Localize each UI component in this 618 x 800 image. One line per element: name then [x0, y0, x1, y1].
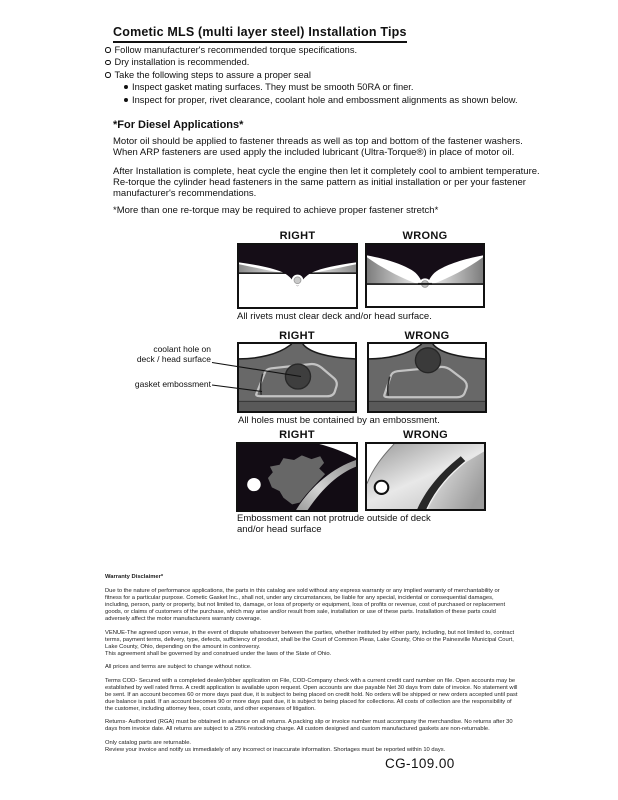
coolant-wrong-illustration [369, 344, 485, 411]
warranty-paragraph: Returns- Authorized (RGA) must be obtained in advance on all returns. A packing slip or invoice number must accompany the merchandise. No returns after 30 days from invoice date. All returns are subject to a 25% restocking charge. All custom designed and custom manufactured gaskets are non-returnable. [105, 719, 513, 732]
warranty-disclaimer-block [105, 574, 518, 754]
warranty-paragraph: Review your invoice and notify us immediately of any incorrect or inaccurate information. Shortages must be reported within 10 days. [105, 746, 446, 753]
coolant-right-diagram [237, 342, 357, 413]
coolant-hole-callout [105, 344, 211, 364]
coolant-wrong-label: WRONG [404, 330, 450, 342]
tips-list [105, 44, 518, 106]
tip-text: Dry installation is recommended. [114, 57, 250, 68]
bullet-icon [124, 98, 128, 102]
rivet-right-illustration [239, 245, 356, 307]
list-item [105, 94, 518, 106]
warranty-paragraph: VENUE-The agreed upon venue, in the event of dispute whatsoever between the parties, whether instituted by either party, including, but not limited to, contract terms, payment terms, delivery, type, defects, sufficiency of product, shall be the Court of Common Pleas, Lake County, Ohio or the Painesville Municipal Court, Lake County, Ohio, depending on the amount in controversy. [105, 629, 515, 650]
bullet-icon [105, 72, 111, 78]
caption-line: Embossment can not protrude outside of deck [237, 513, 431, 524]
warranty-paragraph: Terms COD- Secured with a completed dealer/jobber application on File, COD-Company check with a current credit card number on file. Open accounts may be established by well rated firms. A credit application is available upon request. Open accounts are due payable Net 30 days from date of invoice. No statement will be sent. If an account becomes 60 or more days past due, it is subject to being placed on credit hold. No orders will be shipped or new orders accepted until past due balance is paid. If an account becomes 90 or more days past due, it is subject to being placed for collections. All costs of collection are the responsibility of the customer, including attorney fees, court costs, and other expenses of litigation. [105, 677, 518, 712]
bullet-icon [105, 47, 111, 53]
list-item [105, 81, 518, 93]
page-title: Cometic MLS (multi layer steel) Installation Tips [113, 25, 407, 43]
warranty-paragraph: Only catalog parts are returnable. [105, 739, 192, 746]
page-code: CG-109.00 [385, 756, 455, 771]
coolant-wrong-diagram [367, 342, 487, 413]
gasket-embossment-callout: gasket embossment [134, 379, 211, 389]
rivet-wrong-illustration [367, 245, 483, 306]
diesel-paragraph-1: Motor oil should be applied to fastener threads as well as top and bottom of the fastener washers. When ARP fasteners are used apply the included lubricant (Ultra-Torque®) in place of motor oil. [113, 136, 523, 159]
embossment-wrong-label: WRONG [403, 429, 448, 441]
tip-text: Inspect for proper, rivet clearance, coolant hole and embossment alignments as shown below. [132, 94, 518, 105]
tip-text: Take the following steps to assure a proper seal [114, 69, 311, 80]
list-item [105, 44, 518, 56]
bullet-icon [124, 85, 128, 89]
warranty-paragraph: All prices and terms are subject to change without notice. [105, 664, 252, 670]
bullet-icon [105, 60, 111, 66]
rivet-wrong-diagram [365, 243, 485, 308]
warranty-paragraph: Due to the nature of performance applications, the parts in this catalog are sold without any express warranty or any implied warranty of merchantability or fitness for a particular purpose. Cometic Gasket Inc., shall not, under any circumstances, be liable for any special, incidental or consequential damages, including, person, party or property, but not limited to, damage, or loss of property or equipment, loss of profits or revenue, cost of purchased or replacement goods, or claims of customers of the purchase, which may arise and/or result from sale, installation or use of these parts. Installation of these parts could adversely affect the motor manufacturers warranty coverage. [105, 588, 506, 622]
warranty-heading: Warranty Disclaimer* [105, 574, 164, 580]
tip-text: Follow manufacturer's recommended torque specifications. [114, 45, 358, 55]
retorque-note: *More than one re-torque may be required to achieve proper fastener stretch* [113, 205, 439, 216]
coolant-right-illustration [239, 344, 355, 411]
embossment-right-label: RIGHT [279, 429, 315, 441]
embossment-wrong-diagram [365, 442, 486, 511]
caption-line: and/or head surface [237, 524, 322, 535]
rivet-right-diagram [237, 243, 358, 309]
rivet-caption: All rivets must clear deck and/or head surface. [237, 311, 432, 322]
diesel-paragraph-2: After Installation is complete, heat cycle the engine then let it completely cool to ambient temperature. Re-torque the cylinder head fasteners in the same pattern as initial installation or per your fastener manufacturer's recommendations. [113, 166, 540, 200]
callout-text: deck / head surface [136, 354, 211, 364]
diesel-heading: *For Diesel Applications* [113, 119, 244, 131]
tip-text: Inspect gasket mating surfaces. They must be smooth 50RA or finer. [132, 82, 414, 93]
warranty-paragraph: This agreement shall be governed by and construed under the laws of the State of Ohio. [105, 650, 332, 657]
callout-text: coolant hole on [153, 344, 211, 354]
rivet-wrong-label: WRONG [402, 230, 448, 242]
embossment-wrong-illustration [367, 444, 484, 509]
embossment-right-diagram [236, 442, 358, 512]
embossment-caption [237, 513, 497, 535]
list-item [105, 69, 518, 81]
rivet-right-label: RIGHT [279, 230, 316, 242]
coolant-caption: All holes must be contained by an embossment. [238, 415, 440, 426]
embossment-right-illustration [238, 444, 356, 510]
coolant-right-label: RIGHT [279, 330, 315, 342]
list-item [105, 56, 518, 68]
